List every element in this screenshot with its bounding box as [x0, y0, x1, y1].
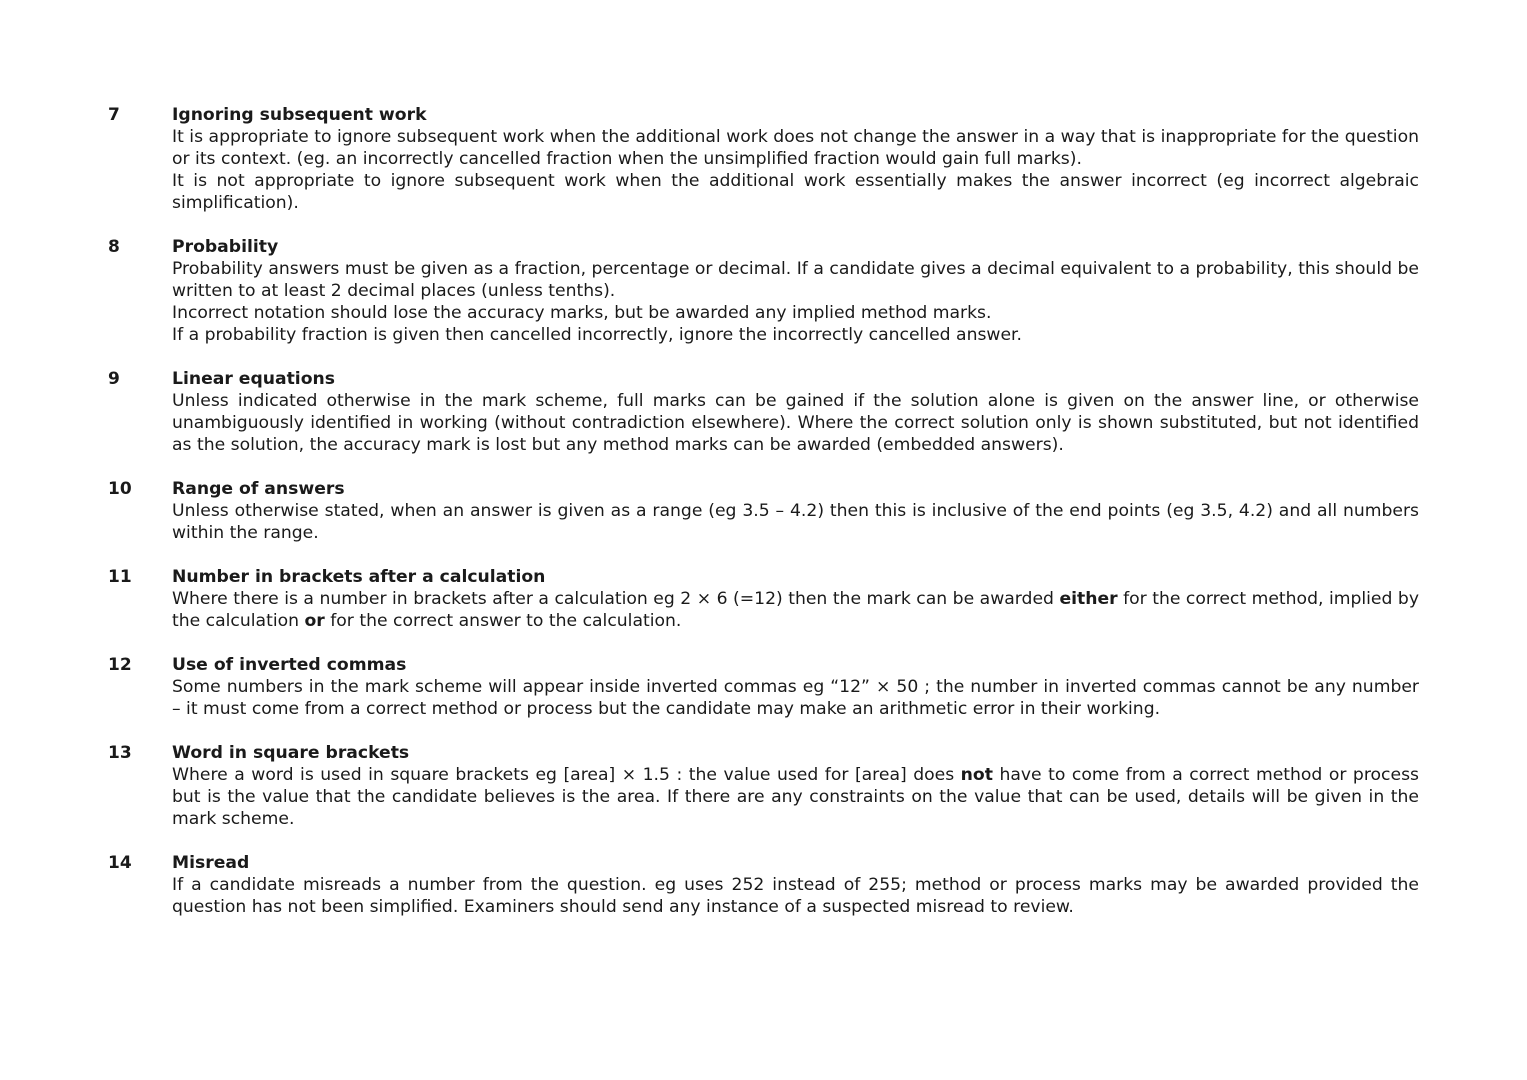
section-content	[172, 654, 1419, 720]
section-content	[172, 478, 1419, 544]
section-7	[0, 104, 1527, 214]
section-13	[0, 742, 1527, 830]
paragraph-text: Where there is a number in brackets after a calculation eg 2 × 6 (=12) then the mark can be awarded	[172, 589, 1060, 609]
section-number: 8	[108, 237, 120, 257]
section-number: 11	[108, 567, 132, 587]
paragraph-text: have to come from a correct method or process but is the value that the candidate believes is the area. If there are any constraints on the value that can be used, details will be given in the mark scheme.	[172, 765, 1419, 829]
section-paragraph: If a candidate misreads a number from the question. eg uses 252 instead of 255; method or process marks may be awarded provided the question has not been simplified. Examiners should send any instance of a suspected misread to review.	[172, 875, 1419, 917]
section-content	[172, 742, 1419, 830]
section-title: Probability	[172, 237, 279, 257]
section-paragraph: It is not appropriate to ignore subsequent work when the additional work essentially makes the answer incorrect (eg incorrect algebraic simplification).	[172, 171, 1419, 213]
section-12	[0, 654, 1527, 720]
section-number: 13	[108, 743, 132, 763]
section-paragraph: Probability answers must be given as a fraction, percentage or decimal. If a candidate gives a decimal equivalent to a probability, this should be written to at least 2 decimal places (unless tenths).	[172, 259, 1419, 301]
section-paragraph: If a probability fraction is given then cancelled incorrectly, ignore the incorrectly cancelled answer.	[172, 325, 1023, 345]
section-content	[172, 104, 1419, 214]
section-8	[0, 236, 1527, 346]
section-paragraph: Unless otherwise stated, when an answer is given as a range (eg 3.5 – 4.2) then this is inclusive of the end points (eg 3.5, 4.2) and all numbers within the range.	[172, 501, 1419, 543]
section-9	[0, 368, 1527, 456]
section-title: Misread	[172, 853, 250, 873]
section-10	[0, 478, 1527, 544]
section-paragraph	[172, 764, 1419, 830]
section-11	[0, 566, 1527, 632]
section-title: Linear equations	[172, 369, 335, 389]
section-paragraph: Some numbers in the mark scheme will appear inside inverted commas eg “12” × 50 ; the number in inverted commas cannot be any number – it must come from a correct method or process but the candidate may make an arithmetic error in their working.	[172, 677, 1419, 719]
section-14	[0, 852, 1527, 918]
section-content	[172, 368, 1419, 456]
section-title: Ignoring subsequent work	[172, 105, 427, 125]
section-paragraph	[172, 588, 1419, 632]
section-title: Word in square brackets	[172, 743, 410, 763]
mark-scheme-page	[0, 104, 1527, 940]
emphasis-text: either	[1059, 589, 1118, 609]
section-number: 7	[108, 105, 120, 125]
section-paragraph: Incorrect notation should lose the accuracy marks, but be awarded any implied method marks.	[172, 303, 992, 323]
section-number: 14	[108, 853, 132, 873]
section-content	[172, 236, 1419, 346]
emphasis-text: or	[304, 611, 325, 631]
section-content	[172, 852, 1419, 918]
section-number: 10	[108, 479, 132, 499]
emphasis-text: not	[960, 765, 993, 785]
paragraph-text: Where a word is used in square brackets eg [area] × 1.5 : the value used for [area] does	[172, 765, 961, 785]
section-paragraph: Unless indicated otherwise in the mark scheme, full marks can be gained if the solution alone is given on the answer line, or otherwise unambiguously identified in working (without contradiction elsewhere). Where the correct solution only is shown substituted, but not identified as the solution, the accuracy mark is lost but any method marks can be awarded (embedded answers).	[172, 391, 1419, 455]
paragraph-text: for the correct answer to the calculation.	[324, 611, 682, 631]
section-title: Use of inverted commas	[172, 655, 407, 675]
section-paragraph: It is appropriate to ignore subsequent work when the additional work does not change the answer in a way that is inappropriate for the question or its context. (eg. an incorrectly cancelled fraction when the unsimplified fraction would gain full marks).	[172, 127, 1419, 169]
section-number: 12	[108, 655, 132, 675]
section-number: 9	[108, 369, 120, 389]
section-title: Number in brackets after a calculation	[172, 567, 546, 587]
section-content	[172, 566, 1419, 632]
paragraph-text: for the correct method, implied by the calculation	[172, 589, 1419, 631]
section-title: Range of answers	[172, 479, 345, 499]
